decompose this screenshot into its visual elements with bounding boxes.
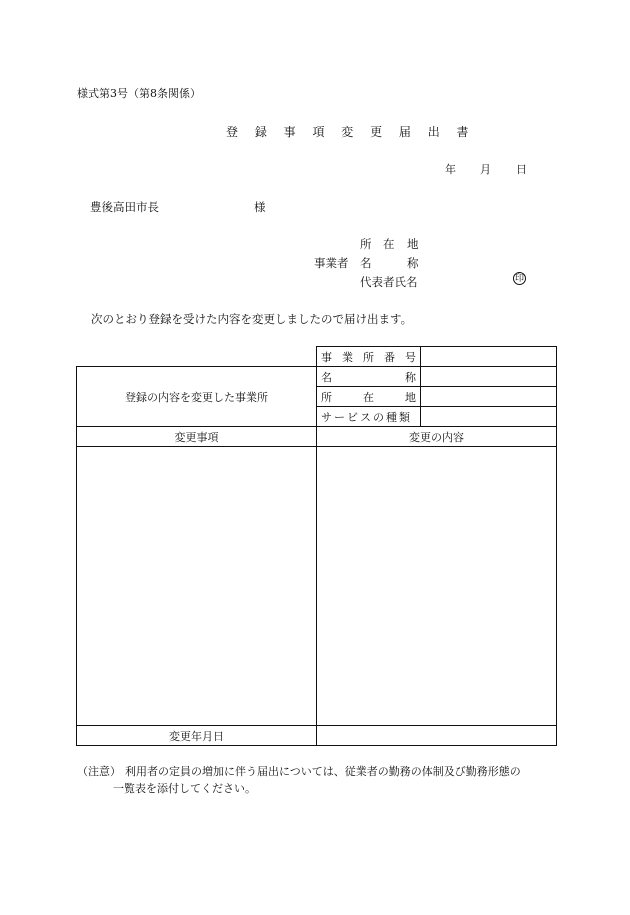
note-text-line-1: 利用者の定員の増加に伴う届出については、従業者の勤務の体制及び勤務形態の <box>125 765 521 778</box>
service-type-label: サービスの種類 <box>317 407 421 427</box>
office-address-label <box>317 387 421 407</box>
change-date-field[interactable] <box>317 726 557 746</box>
office-name-label <box>317 367 421 387</box>
change-content-header: 変更の内容 <box>317 427 557 447</box>
note-heading: （注意） <box>77 765 121 778</box>
label-char: 在 <box>363 390 374 404</box>
date-month-label: 月 <box>480 163 491 176</box>
office-address-field[interactable] <box>421 387 557 407</box>
seal-mark-icon: 印 <box>514 274 524 284</box>
label-char: 番 <box>384 350 395 364</box>
office-name-field[interactable] <box>421 367 557 387</box>
label-char: 事 <box>321 350 332 364</box>
label-char: 所 <box>321 390 332 404</box>
label-char: 名 <box>321 370 332 384</box>
office-number-field[interactable] <box>421 347 557 367</box>
service-type-field[interactable] <box>421 407 557 427</box>
date-day-label: 日 <box>516 163 527 176</box>
label-char: 称 <box>405 370 416 384</box>
change-content-area[interactable] <box>317 447 557 726</box>
note-text-line-2: 一覧表を添付してください。 <box>113 782 256 795</box>
document-title: 登 録 事 項 変 更 届 出 書 <box>226 125 476 139</box>
applicant-address-char: 在 <box>383 237 395 251</box>
applicant-name-char: 名 <box>360 256 372 270</box>
label-char: 地 <box>405 390 416 404</box>
applicant-address-char: 所 <box>360 237 372 251</box>
form-number: 様式第3号（第8条関係） <box>77 87 201 100</box>
applicant-group-label: 事業者 <box>314 256 349 270</box>
addressee-name: 豊後高田市長 <box>90 200 159 214</box>
change-date-label: 変更年月日 <box>77 726 317 746</box>
change-form-table <box>76 346 557 746</box>
blank-cell <box>77 347 317 367</box>
change-item-area[interactable] <box>77 447 317 726</box>
date-year-label: 年 <box>445 163 456 176</box>
row-group-label: 登録の内容を変更した事業所 <box>77 367 317 427</box>
applicant-representative-label: 代表者氏名 <box>360 275 418 289</box>
office-number-label <box>317 347 421 367</box>
label-char: 号 <box>405 350 416 364</box>
applicant-name-char: 称 <box>407 256 419 270</box>
label-char: 業 <box>342 350 353 364</box>
applicant-address-char: 地 <box>407 237 419 251</box>
addressee-honorific: 様 <box>254 200 266 214</box>
label-char: 所 <box>363 350 374 364</box>
statement-text: 次のとおり登録を受けた内容を変更しましたので届け出ます。 <box>91 312 413 326</box>
change-item-header: 変更事項 <box>77 427 317 447</box>
